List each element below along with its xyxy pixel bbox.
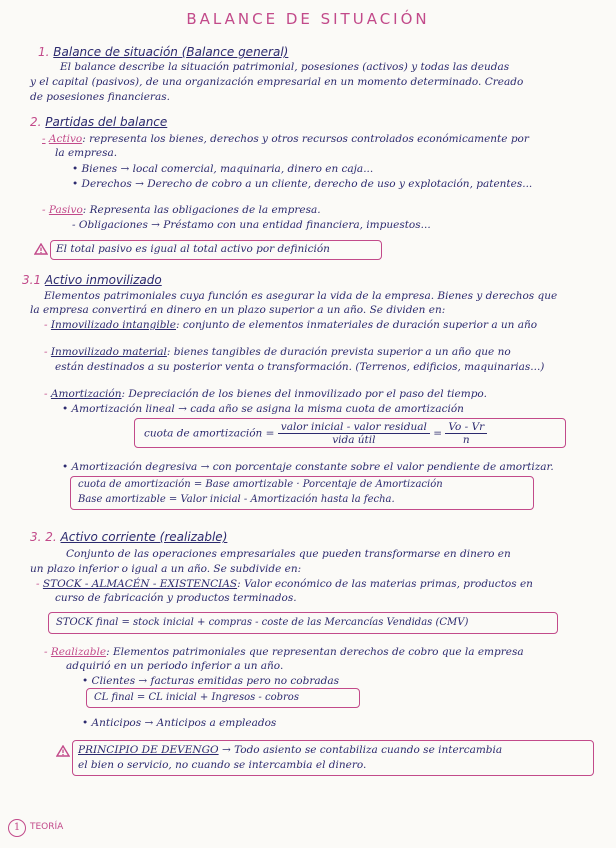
- section-31-heading: [22, 273, 162, 287]
- warning-icon: [56, 745, 70, 757]
- pasivo-text: : Representa las obligaciones de la empresa.: [82, 204, 321, 216]
- amortizacion-text: : Depreciación de los bienes del inmovilizado por el paso del tiempo.: [121, 388, 487, 400]
- page-number-badge: 1: [8, 819, 26, 837]
- formula-lineal-left: cuota de amortización =: [144, 427, 275, 440]
- principio-line-1: [78, 743, 502, 757]
- material-label: Inmovilizado material: [50, 346, 167, 358]
- material-item: - Inmovilizado material: bienes tangibles de duración prevista superior a un año que no: [44, 346, 511, 358]
- activo-text-2: la empresa.: [55, 147, 118, 159]
- material-text: : bienes tangibles de duración prevista superior a un año que no: [166, 346, 511, 358]
- formula-degresiva-line-1: cuota de amortización = Base amortizable · Porcentaje de Amortización: [78, 479, 443, 490]
- formula-lineal-numerator: valor inicial - valor residual: [278, 421, 430, 434]
- section-2-number: 2.: [30, 115, 42, 129]
- stock-formula: STOCK final = stock inicial + compras - coste de las Mercancías Vendidas (CMV): [56, 617, 469, 628]
- section-32-line-2: un plazo inferior o igual a un año. Se subdivide en:: [30, 563, 302, 575]
- clientes-formula: CL final = CL inicial + Ingresos - cobros: [94, 692, 299, 703]
- anticipos-item: • Anticipos → Anticipos a empleados: [82, 717, 277, 729]
- intangible-item: - Inmovilizado intangible: conjunto de elementos inmateriales de duración superior a un año: [44, 319, 538, 331]
- realizable-label: Realizable: [50, 646, 107, 658]
- section-1-line-2: y el capital (pasivos), de una organización empresarial en un momento determinado. Creado: [30, 76, 524, 88]
- formula-lineal-denominator: vida útil: [332, 434, 376, 446]
- stock-text-2: curso de fabricación y productos terminados.: [55, 592, 297, 604]
- section-1-number: 1.: [38, 45, 50, 59]
- material-text-2: están destinados a su posterior venta o transformación. (Terrenos, edificios, maquinarias...): [55, 361, 545, 373]
- pasivo-label: Pasivo: [48, 204, 83, 216]
- activo-definition: - Activo: representa los bienes, derechos y otros recursos controlados económicamente por: [42, 133, 529, 145]
- intangible-text: : conjunto de elementos inmateriales de duración superior a un año: [176, 319, 538, 331]
- obligaciones-item: - Obligaciones → Préstamo con una entidad financiera, impuestos...: [72, 219, 431, 231]
- stock-item: - STOCK - ALMACÉN - EXISTENCIAS: Valor económico de las materias primas, productos en: [36, 578, 533, 590]
- warning-text: El total pasivo es igual al total activo por definición: [56, 243, 330, 255]
- clientes-item: • Clientes → facturas emitidas pero no cobradas: [82, 675, 339, 687]
- pasivo-definition: - Pasivo: Representa las obligaciones de la empresa.: [42, 204, 321, 216]
- footer-label: TEORÍA: [30, 822, 64, 832]
- activo-label: Activo: [48, 133, 83, 145]
- section-32-line-1: Conjunto de las operaciones empresariales que pueden transformarse en dinero en: [66, 548, 511, 560]
- section-32-heading: [30, 530, 227, 544]
- activo-text: : representa los bienes, derechos y otros recursos controlados económicamente por: [82, 133, 529, 145]
- formula-lineal-denominator-2: n: [462, 434, 470, 446]
- warning-icon: [34, 243, 48, 255]
- section-31-number: 3.1: [22, 273, 42, 287]
- bienes-item: • Bienes → local comercial, maquinaria, dinero en caja...: [72, 163, 374, 175]
- principio-label: PRINCIPIO DE DEVENGO: [78, 744, 219, 756]
- section-1-heading: [38, 45, 288, 59]
- section-32-number: 3. 2.: [30, 530, 57, 544]
- realizable-item: - Realizable: Elementos patrimoniales que representan derechos de cobro que la empresa: [44, 646, 524, 658]
- section-1-line-3: de posesiones financieras.: [30, 91, 170, 103]
- realizable-text: : Elementos patrimoniales que representan derechos de cobro que la empresa: [106, 646, 524, 658]
- section-2-title: Partidas del balance: [45, 115, 168, 129]
- realizable-text-2: adquirió en un periodo inferior a un año.: [66, 660, 284, 672]
- section-31-line-2: la empresa convertirá en dinero en un plazo superior a un año. Se dividen en:: [30, 304, 446, 316]
- formula-lineal: [144, 421, 487, 446]
- degresiva-item: • Amortización degresiva → con porcentaje constante sobre el valor pendiente de amortizar.: [62, 461, 554, 473]
- formula-lineal-equals: =: [433, 427, 443, 440]
- section-1-title: Balance de situación (Balance general): [53, 45, 289, 59]
- formula-degresiva-line-2: Base amortizable = Valor inicial - Amortización hasta la fecha.: [78, 494, 395, 505]
- lineal-item: • Amortización lineal → cada año se asigna la misma cuota de amortización: [62, 403, 464, 415]
- section-1-line-1: El balance describe la situación patrimonial, posesiones (activos) y todas las deudas: [60, 61, 510, 73]
- page-title: BALANCE DE SITUACIÓN: [186, 10, 430, 28]
- derechos-item: • Derechos → Derecho de cobro a un cliente, derecho de uso y explotación, patentes...: [72, 178, 533, 190]
- section-32-title: Activo corriente (realizable): [60, 530, 228, 544]
- stock-label: STOCK - ALMACÉN - EXISTENCIAS: [42, 578, 238, 590]
- section-31-line-1: Elementos patrimoniales cuya función es asegurar la vida de la empresa. Bienes y derechos que: [44, 290, 558, 302]
- amortizacion-label: Amortización: [50, 388, 122, 400]
- intangible-label: Inmovilizado intangible: [50, 319, 177, 331]
- section-31-title: Activo inmovilizado: [44, 273, 162, 287]
- section-2-heading: [30, 115, 167, 129]
- principio-line-2: el bien o servicio, no cuando se intercambia el dinero.: [78, 759, 367, 771]
- formula-lineal-numerator-2: Vo - Vr: [445, 421, 487, 434]
- stock-text: : Valor económico de las materias primas, productos en: [237, 578, 533, 590]
- principio-text: → Todo asiento se contabiliza cuando se intercambia: [221, 744, 503, 756]
- amortizacion-item: - Amortización: Depreciación de los bienes del inmovilizado por el paso del tiempo.: [44, 388, 487, 400]
